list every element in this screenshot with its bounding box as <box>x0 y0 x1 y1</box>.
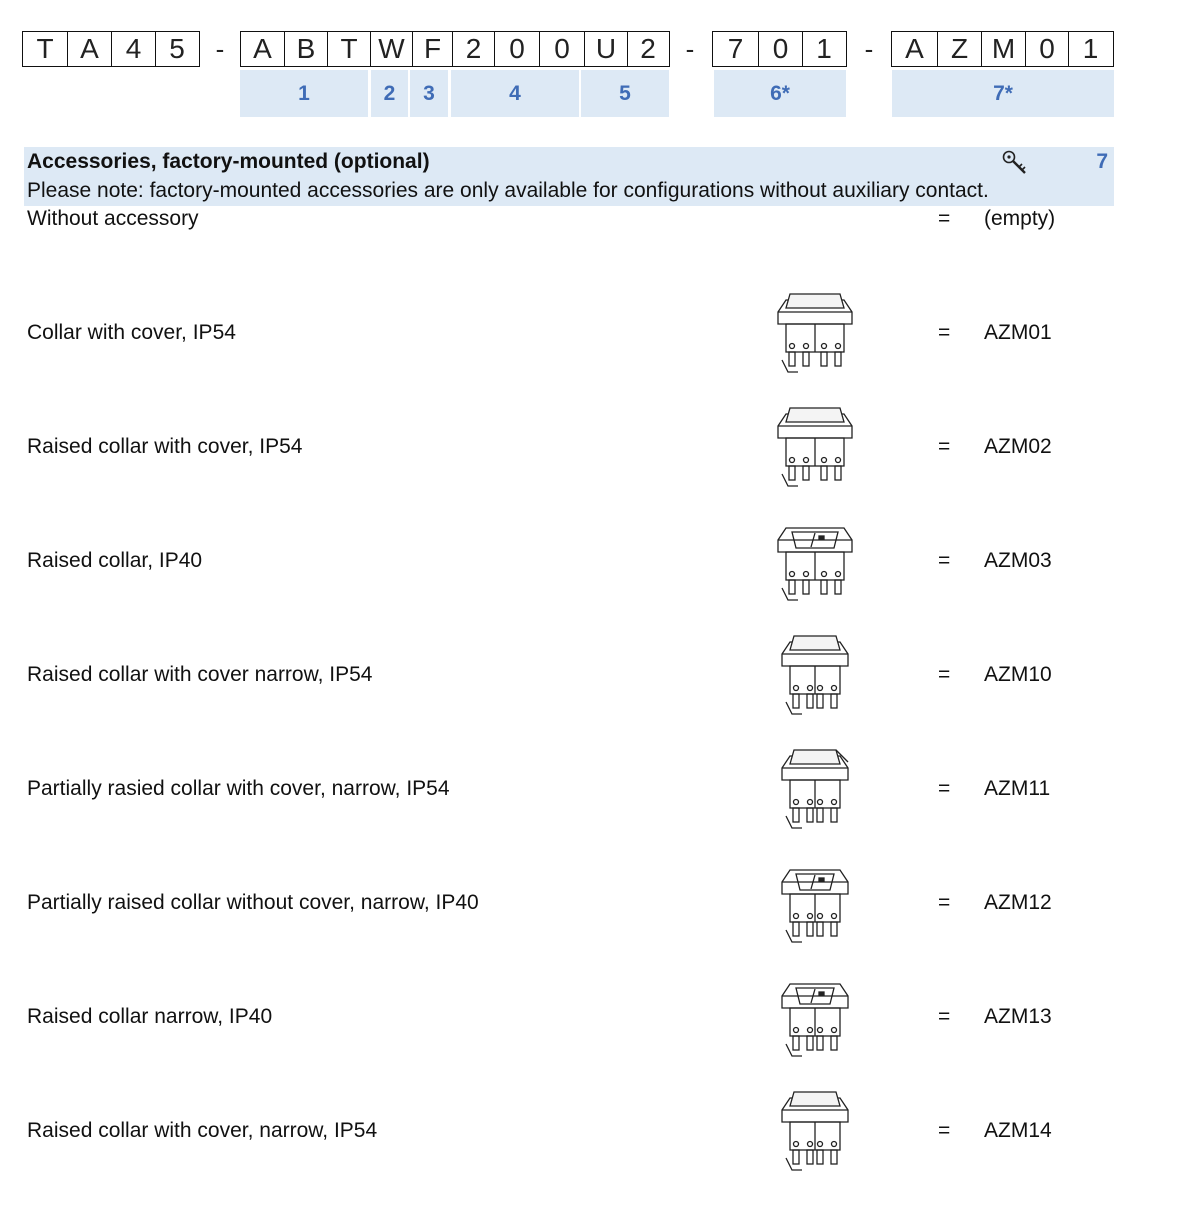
option-row <box>0 435 1200 465</box>
index-label: 6* <box>714 70 846 117</box>
option-code: AZM02 <box>984 435 1052 458</box>
section-note: Please note: factory-mounted accessories are only available for configurations without auxiliary contact. <box>27 179 989 202</box>
code-char: F <box>412 32 452 66</box>
key-icon <box>1001 149 1029 177</box>
switch-image <box>770 404 860 494</box>
code-char: W <box>370 32 412 66</box>
option-row <box>0 321 1200 351</box>
index-label: 1 <box>240 70 368 117</box>
option-label: Raised collar with cover narrow, IP54 <box>27 663 373 686</box>
option-equals: = <box>938 1005 951 1028</box>
code-group-2 <box>240 31 670 67</box>
index-label: 7* <box>892 70 1114 117</box>
option-label: Collar with cover, IP54 <box>27 321 236 344</box>
option-code: AZM11 <box>984 777 1051 800</box>
option-equals: = <box>938 1119 951 1142</box>
section-title: Accessories, factory-mounted (optional) <box>27 150 430 173</box>
option-code: (empty) <box>984 207 1056 230</box>
code-char: A <box>67 32 111 66</box>
switch-image <box>770 974 860 1064</box>
option-label: Raised collar, IP40 <box>27 549 203 572</box>
switch-image <box>770 746 860 836</box>
code-char: Z <box>937 32 981 66</box>
switch-image <box>770 632 860 722</box>
option-row <box>0 1119 1200 1149</box>
option-row <box>0 663 1200 693</box>
code-separator: - <box>864 33 874 64</box>
option-equals: = <box>938 777 951 800</box>
option-row <box>0 777 1200 807</box>
code-char: 1 <box>802 32 845 66</box>
code-char: M <box>981 32 1025 66</box>
option-equals: = <box>938 207 951 230</box>
section-number: 7 <box>1096 150 1108 173</box>
code-char: T <box>36 33 54 64</box>
code-char: 2 <box>627 32 668 66</box>
index-label-row <box>0 70 1200 118</box>
code-group-3 <box>712 31 847 67</box>
part-code-row <box>0 31 1200 71</box>
switch-image <box>770 518 860 608</box>
option-code: AZM14 <box>984 1119 1052 1142</box>
index-label: 3 <box>410 70 448 117</box>
option-code: AZM13 <box>984 1005 1052 1028</box>
option-label: Raised collar with cover, narrow, IP54 <box>27 1119 378 1142</box>
code-char: 0 <box>539 32 584 66</box>
option-label: Raised collar narrow, IP40 <box>27 1005 273 1028</box>
code-group-1 <box>22 31 200 67</box>
section-header <box>24 147 1114 206</box>
code-separator: - <box>685 33 695 64</box>
option-row <box>0 207 1200 237</box>
code-char: 1 <box>1068 32 1112 66</box>
option-equals: = <box>938 891 951 914</box>
code-char: T <box>327 32 370 66</box>
option-equals: = <box>938 549 951 572</box>
code-char: U <box>584 32 627 66</box>
option-label: Without accessory <box>27 207 199 230</box>
code-char: 4 <box>111 32 155 66</box>
option-label: Raised collar with cover, IP54 <box>27 435 303 458</box>
option-code: AZM01 <box>984 321 1052 344</box>
option-label: Partially raised collar without cover, narrow, IP40 <box>27 891 479 914</box>
code-char: A <box>253 33 272 64</box>
code-char: 0 <box>494 32 539 66</box>
option-equals: = <box>938 663 951 686</box>
index-label: 4 <box>451 70 579 117</box>
code-char: 2 <box>452 32 494 66</box>
option-equals: = <box>938 435 951 458</box>
code-char: B <box>284 32 327 66</box>
option-row <box>0 1005 1200 1035</box>
option-code: AZM03 <box>984 549 1052 572</box>
option-equals: = <box>938 321 951 344</box>
option-row <box>0 891 1200 921</box>
index-label: 2 <box>371 70 408 117</box>
switch-image <box>770 1088 860 1178</box>
option-code: AZM12 <box>984 891 1052 914</box>
code-group-4 <box>891 31 1114 67</box>
code-char: 5 <box>155 32 198 66</box>
option-row <box>0 549 1200 579</box>
index-label: 5 <box>581 70 669 117</box>
code-char: 7 <box>727 33 744 64</box>
code-separator: - <box>215 33 225 64</box>
code-char: 0 <box>1025 32 1068 66</box>
option-label: Partially rasied collar with cover, narrow, IP54 <box>27 777 450 800</box>
code-char: 0 <box>758 32 802 66</box>
code-char: A <box>905 33 924 64</box>
switch-image <box>770 290 860 380</box>
switch-image <box>770 860 860 950</box>
option-code: AZM10 <box>984 663 1052 686</box>
